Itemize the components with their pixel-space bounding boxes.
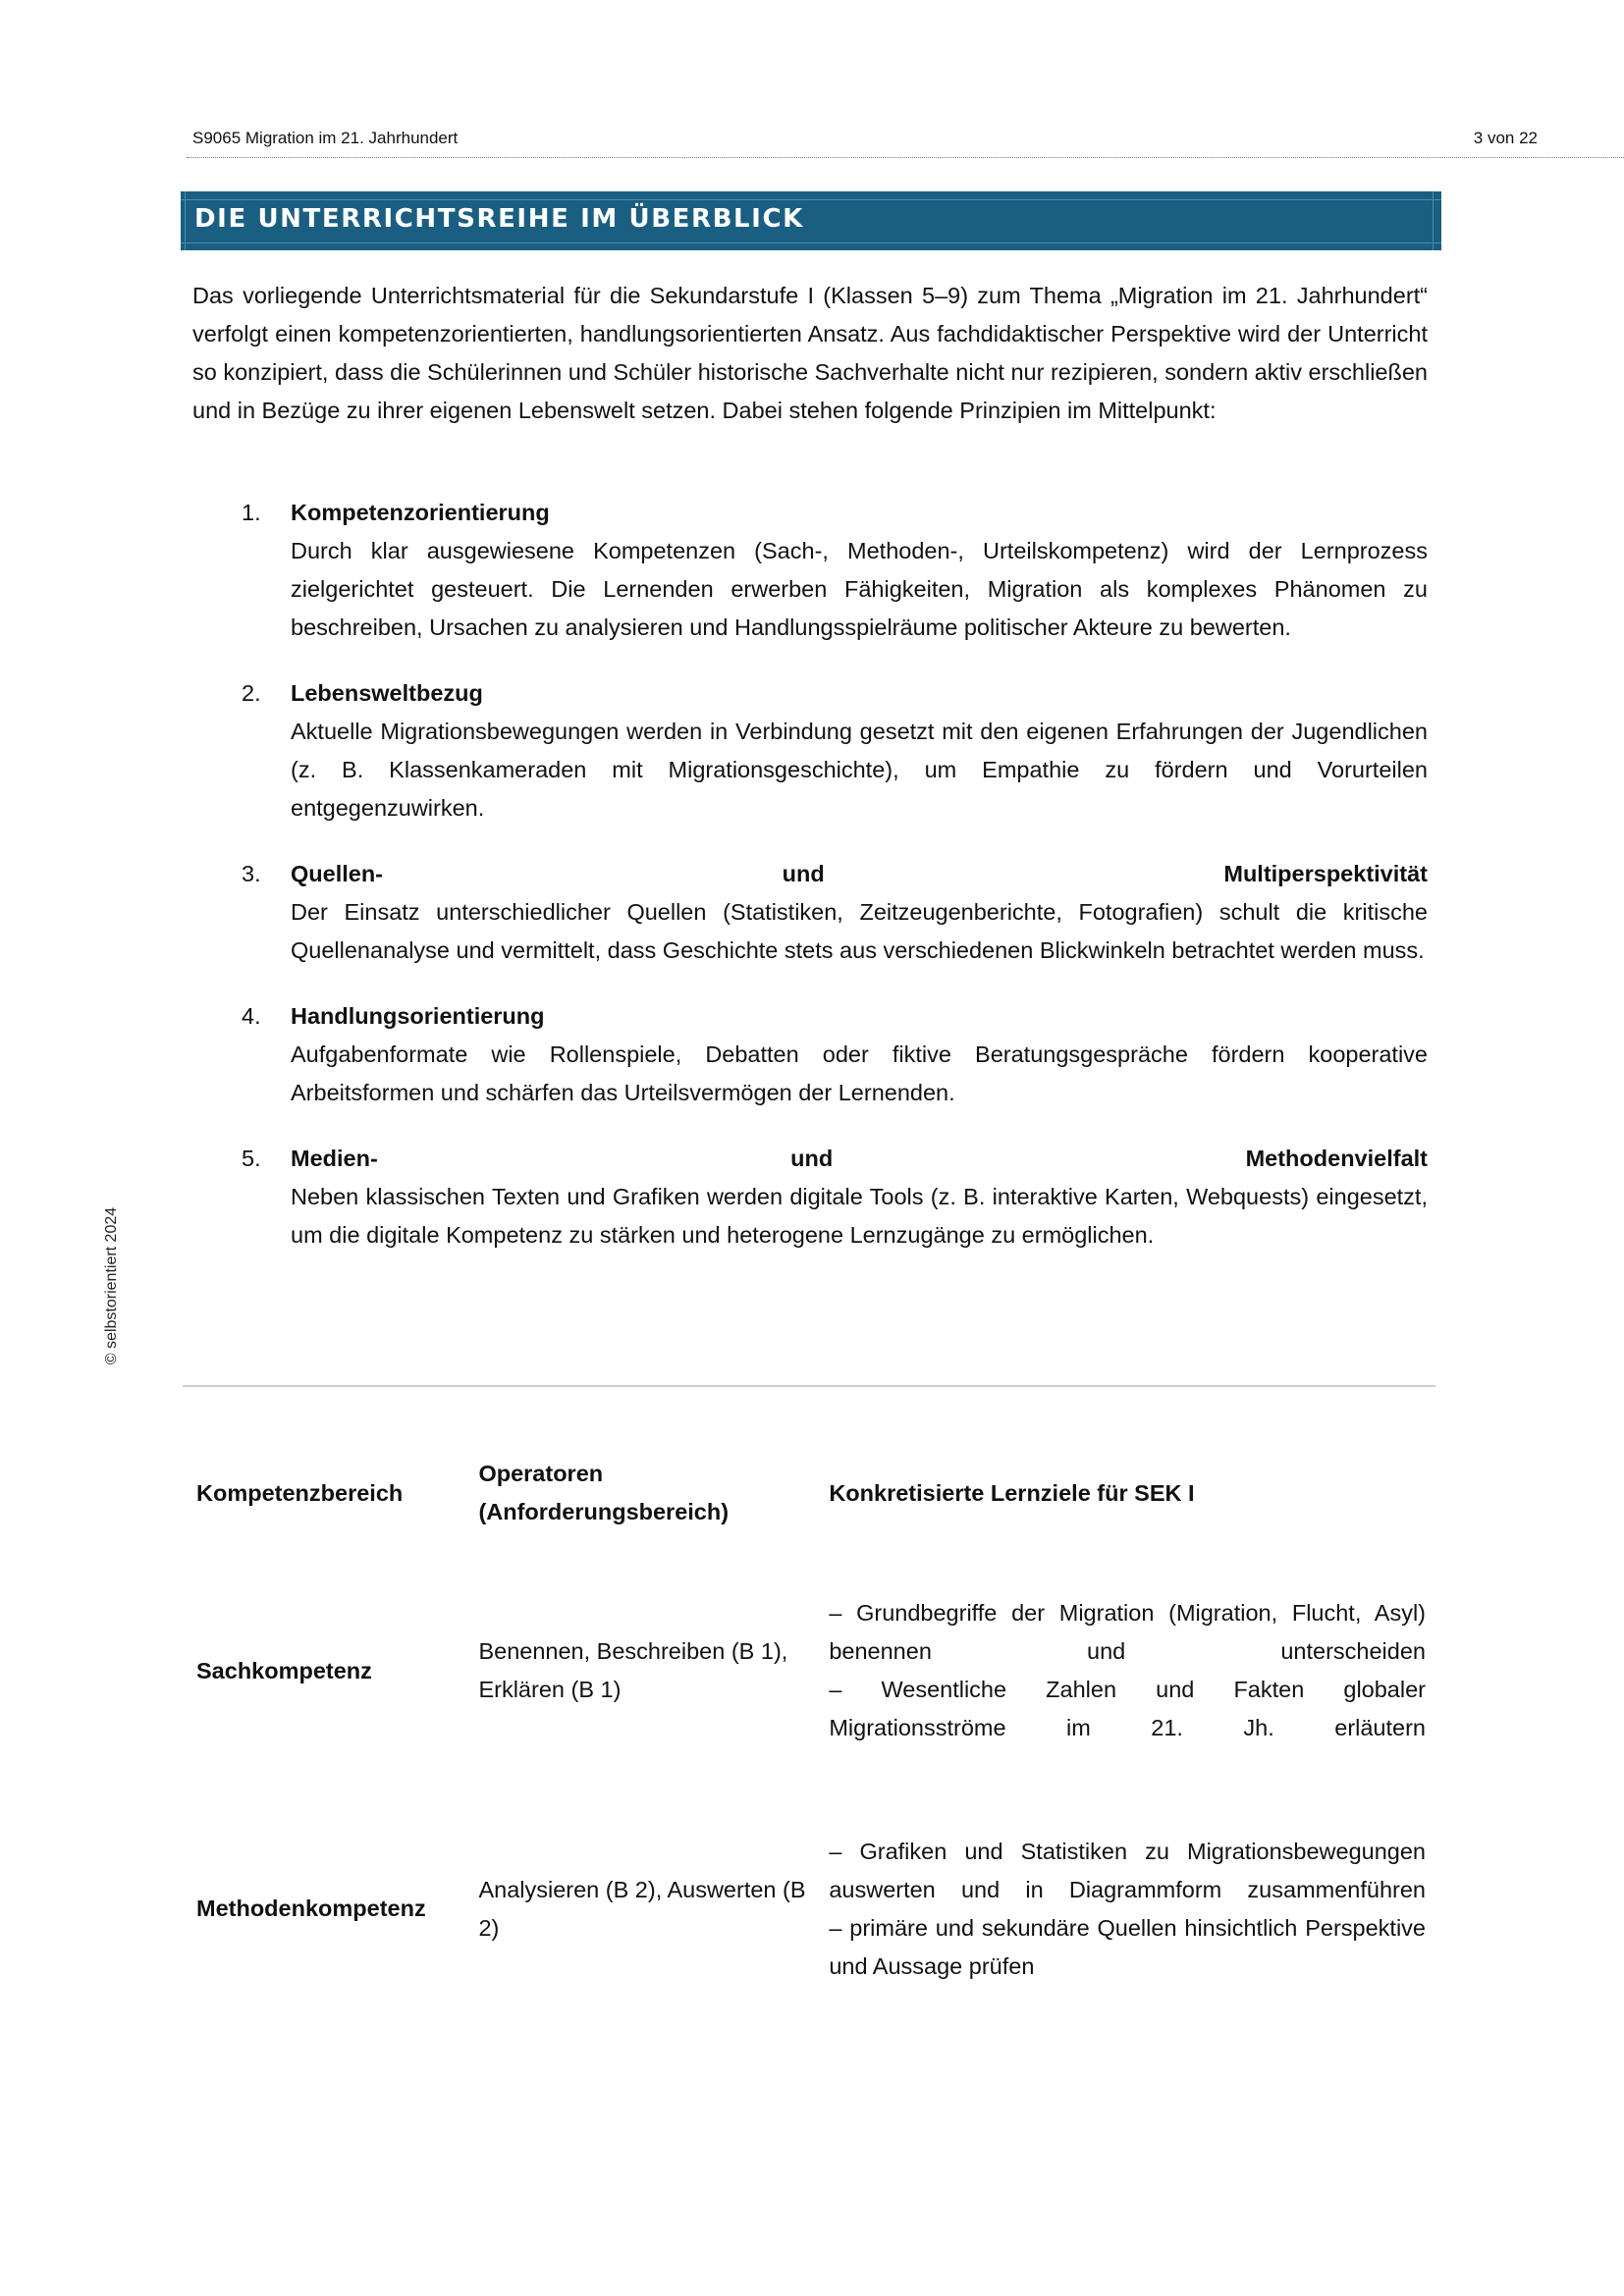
column-header-operators-line1: Operatoren	[478, 1461, 604, 1486]
principle-number: 4.	[242, 1003, 261, 1029]
header-divider	[187, 157, 1624, 158]
section-title: DIE UNTERRICHTSREIHE IM ÜBERBLICK	[194, 204, 804, 234]
competence-table	[192, 1448, 1430, 2024]
goal-item: – primäre und sekundäre Quellen hinsichtlich Perspektive und Aussage prüfen	[829, 1914, 1426, 1979]
banner-frame-line	[185, 191, 186, 250]
principle-title: Kompetenzorientierung	[291, 500, 550, 525]
principle-number: 5.	[242, 1146, 261, 1171]
principle-number: 3.	[242, 861, 261, 886]
table-header-row	[192, 1448, 1430, 1538]
goal-item: – Wesentliche Zahlen und Fakten globaler Migrationsströme im 21. Jh. erläutern	[829, 1677, 1426, 1740]
table-row	[192, 1793, 1430, 2024]
principle-body: Der Einsatz unterschiedlicher Quellen (Statistiken, Zeitzeugenberichte, Fotografien) schult die kritische Quellenanalyse und vermittelt, dass Geschichte stets aus verschiedenen Blickwinkeln betrachtet werden muss.	[291, 899, 1428, 963]
principle-body: Neben klassischen Texten und Grafiken werden digitale Tools (z. B. interaktive Karten, Webquests) eingesetzt, um die digitale Kompetenz zu stärken und heterogene Lernzugänge zu ermöglichen.	[291, 1184, 1428, 1248]
operators-cell: Analysieren (B 2), Auswerten (B 2)	[478, 1876, 806, 1941]
principle-body: Aktuelle Migrationsbewegungen werden in Verbindung gesetzt mit den eigenen Erfahrungen der Jugendlichen (z. B. Klassenkameraden mit Migrationsgeschichte), um Empathie zu fördern und Vorurteilen entgegenzuwirken.	[291, 719, 1428, 821]
principle-title: Handlungsorientierung	[291, 1003, 545, 1029]
goals-cell	[825, 1793, 1430, 2024]
document-title: S9065 Migration im 21. Jahrhundert	[192, 129, 459, 147]
column-header-goals: Konkretisierte Lernziele für SEK I	[829, 1479, 1195, 1506]
principle-body: Durch klar ausgewiesene Kompetenzen (Sach-, Methoden-, Urteilskompetenz) wird der Lernprozess zielgerichtet gesteuert. Die Lernenden erwerben Fähigkeiten, Migration als komplexes Phänomen zu beschreiben, Ursachen zu analysieren und Handlungsspielräume politischer Akteure zu bewerten.	[291, 538, 1428, 640]
principle-item	[192, 997, 1428, 1112]
competence-area: Methodenkompetenz	[196, 1896, 426, 1921]
principle-item	[192, 674, 1428, 828]
goals-cell	[825, 1538, 1430, 1793]
competence-area: Sachkompetenz	[196, 1657, 372, 1683]
banner-frame-line	[1433, 191, 1434, 250]
principle-number: 2.	[242, 680, 261, 706]
operators-cell: Benennen, Beschreiben (B 1), Erklären (B 1)	[478, 1638, 788, 1702]
goal-item: – Grundbegriffe der Migration (Migration, Flucht, Asyl) benennen und unterscheiden	[829, 1600, 1426, 1664]
column-header-area: Kompetenzbereich	[196, 1479, 404, 1506]
principle-item	[192, 494, 1428, 647]
intro-paragraph: Das vorliegende Unterrichtsmaterial für die Sekundarstufe I (Klassen 5–9) zum Thema „Migration im 21. Jahrhundert“ verfolgt einen kompetenzorientierten, handlungsorientierten Ansatz. Aus fachdidaktischer Perspektive wird der Unterricht so konzipiert, dass die Schülerinnen und Schüler historische Sachverhalte nicht nur rezipieren, sondern aktiv erschließen und in Bezüge zu ihrer eigenen Lebenswelt setzen. Dabei stehen folgende Prinzipien im Mittelpunkt:	[192, 283, 1428, 423]
principle-title: Lebensweltbezug	[291, 680, 483, 706]
principle-title: Medien- und Methodenvielfalt	[291, 1146, 1428, 1171]
principle-item	[192, 1140, 1428, 1255]
principle-number: 1.	[242, 500, 261, 525]
column-header-operators-line2: (Anforderungsbereich)	[478, 1499, 730, 1524]
table-row	[192, 1538, 1430, 1793]
principle-body: Aufgabenformate wie Rollenspiele, Debatten oder fiktive Beratungsgespräche fördern kooperative Arbeitsformen und schärfen das Urteilsvermögen der Lernenden.	[291, 1041, 1428, 1105]
copyright-note: © selbstorientiert 2024	[103, 1206, 120, 1365]
page-number: 3 von 22	[1473, 129, 1538, 147]
goal-item: – Grafiken und Statistiken zu Migrationsbewegungen auswerten und in Diagrammform zusammenführen	[829, 1838, 1426, 1902]
principle-item	[192, 855, 1428, 970]
section-banner	[181, 191, 1441, 250]
section-separator	[183, 1385, 1435, 1387]
principles-list	[192, 494, 1428, 1282]
page-header	[192, 129, 1538, 154]
column-header-operators	[474, 1448, 825, 1538]
principle-title: Quellen- und Multiperspektivität	[291, 861, 1428, 886]
